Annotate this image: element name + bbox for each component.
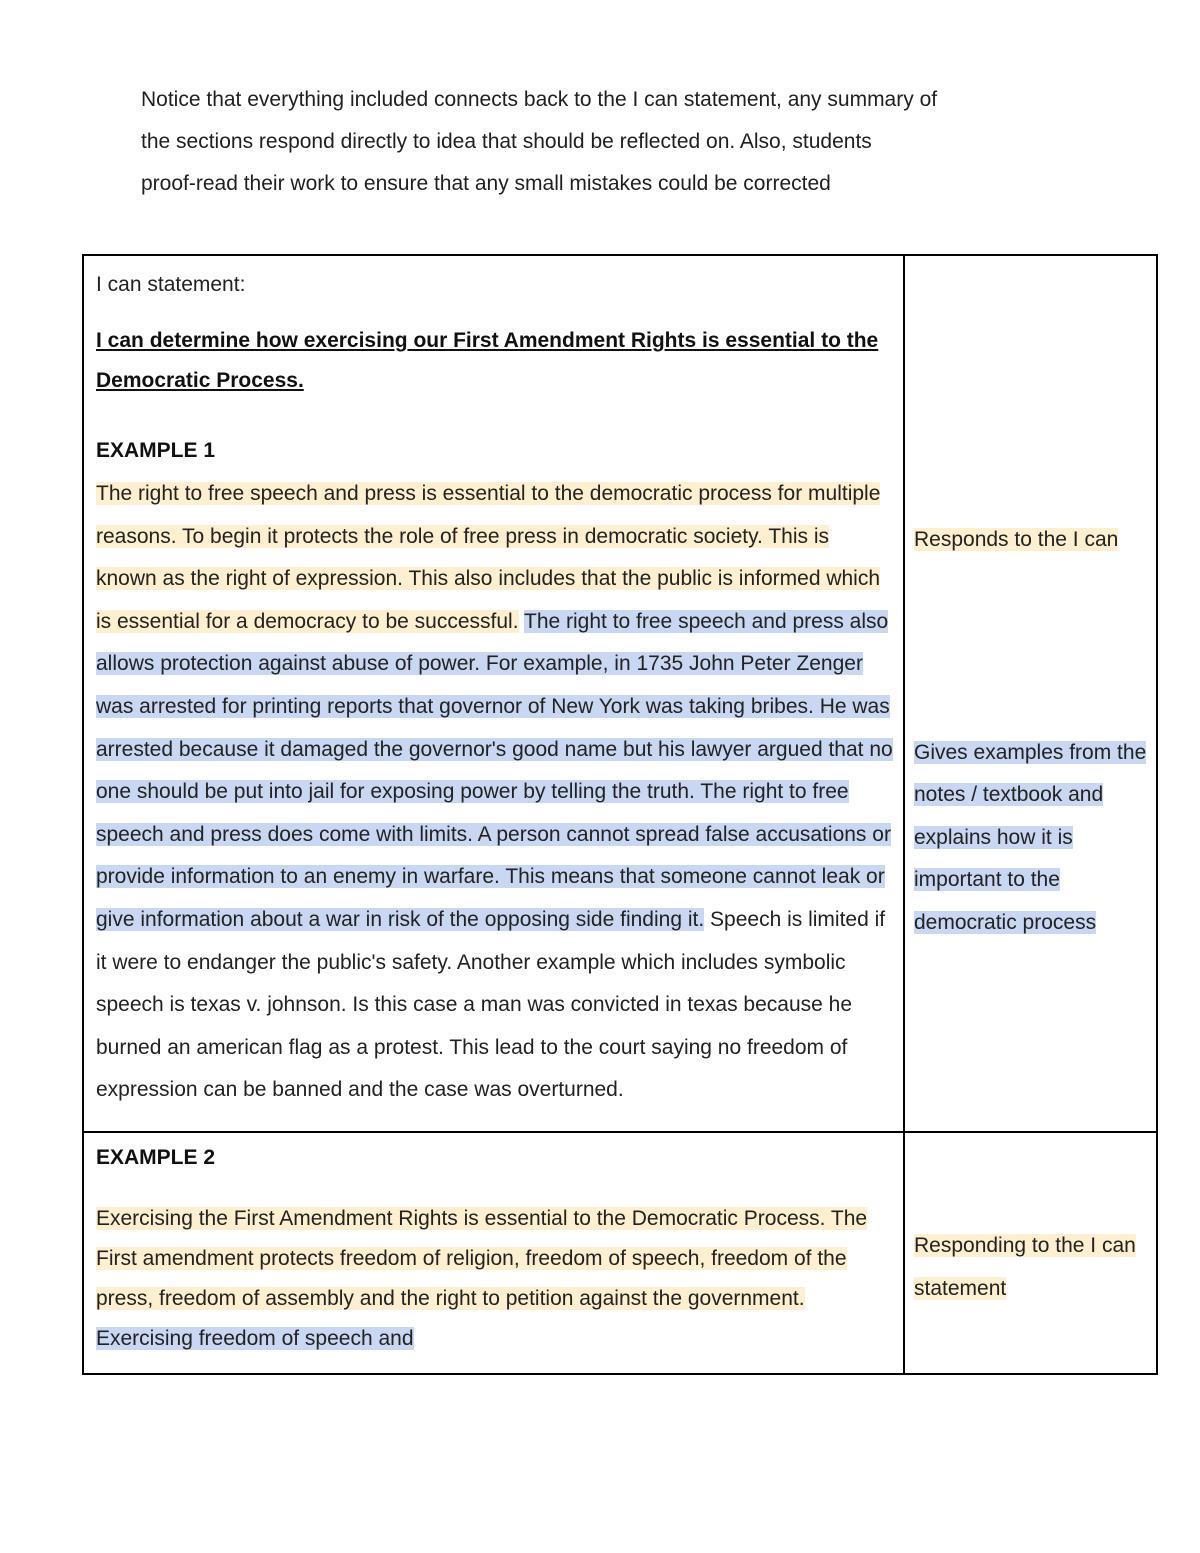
example1-title: EXAMPLE 1 <box>96 439 216 462</box>
example2-title: EXAMPLE 2 <box>96 1145 216 1169</box>
example1-note-cell <box>904 255 1157 1132</box>
ican-statement: I can determine how exercising our First Amendment Rights is essential to the Democratic Process. <box>96 329 879 392</box>
example2-main-cell <box>83 1132 904 1374</box>
example1-highlight-blue: The right to free speech and press also allows protection against abuse of power. For example, in 1735 John Peter Zenger was arrested for printing reports that governor of New York was taking bribes. He was arrested because it damaged the governor's good name but his lawyer argued that no one should be put into jail for exposing power by telling the truth. The right to free speech and press does come with limits. A person cannot spread false accusations or provide information to an enemy in warfare. This means that someone cannot leak or give information about a war in risk of the opposing side finding it. <box>96 609 893 931</box>
ican-label: I can statement: <box>96 273 246 296</box>
note-responding-text: Responding to the I can statement <box>914 1233 1136 1300</box>
intro-line: the sections respond directly to idea that should be reflected on. Also, students <box>141 130 872 153</box>
example1-body <box>96 473 893 1112</box>
note-examples-text: Gives examples from the notes / textbook and explains how it is important to the democratic process <box>914 740 1147 934</box>
note-responding <box>914 1225 1148 1310</box>
example1-highlight-yellow: The right to free speech and press is essential to the democratic process for multiple reasons. To begin it protects the role of free press in democratic society. This is known as the right of expression. This also includes that the public is informed which is essential for a democracy to be successful. <box>96 482 881 633</box>
note-responds <box>914 519 1148 562</box>
example2-highlight-yellow: Exercising the First Amendment Rights is essential to the Democratic Process. The First amendment protects freedom of religion, freedom of speech, freedom of the press, freedom of assembly and the right to petition against the government. <box>96 1206 868 1310</box>
example1-main-cell <box>83 255 904 1132</box>
intro-line: Notice that everything included connects back to the I can statement, any summary of <box>141 88 938 111</box>
example1-plain-text: Speech is limited if it were to endanger the public's safety. Another example which includes symbolic speech is texas v. johnson. Is this case a man was convicted in texas because he burned an american flag as a protest. This lead to the court saying no freedom of expression can be banned and the case was overturned. <box>96 907 886 1102</box>
note-examples <box>914 732 1148 945</box>
example2-highlight-blue: Exercising freedom of speech and <box>96 1326 414 1350</box>
example2-note-cell <box>904 1132 1157 1374</box>
example1-row <box>83 255 1157 1132</box>
example2-row <box>83 1132 1157 1374</box>
example2-body <box>96 1199 893 1359</box>
intro-paragraph <box>141 79 1071 205</box>
note-responds-text: Responds to the I can <box>914 528 1119 551</box>
rubric-table <box>82 254 1158 1375</box>
intro-line: proof-read their work to ensure that any small mistakes could be corrected <box>141 172 831 195</box>
